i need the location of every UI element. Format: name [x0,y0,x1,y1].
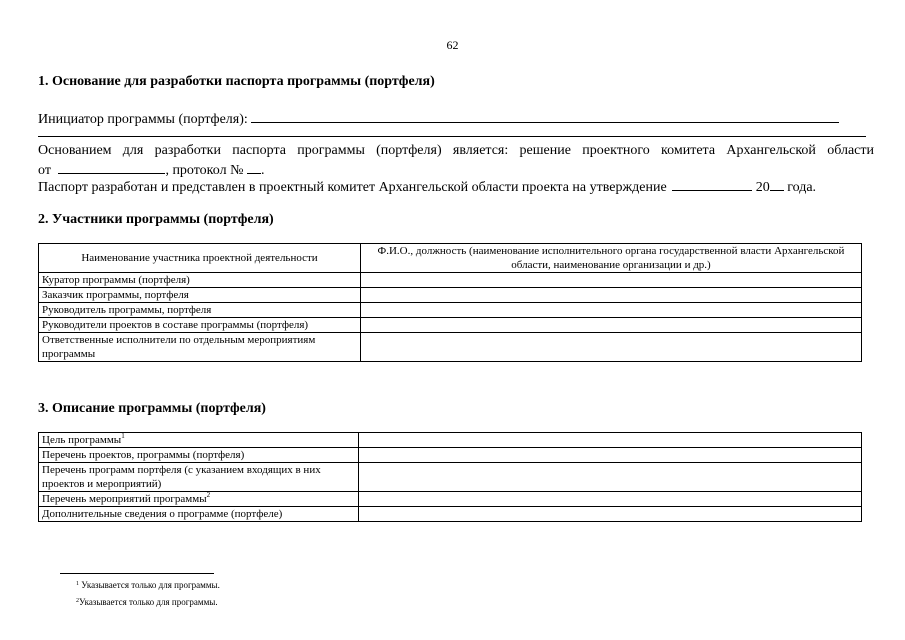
table-row [39,288,862,303]
participant-role: Руководитель программы, портфеля [39,303,361,318]
description-label [39,507,359,522]
protocol-number-blank [247,161,261,174]
table-row [39,303,862,318]
participants-header-row [39,244,862,273]
section1-heading: 1. Основание для разработки паспорта программы (портфеля) [38,74,435,89]
participant-value-cell[interactable] [361,303,862,318]
footnote-text: Указывается только для программы. [79,597,218,607]
initiator-continuation-rule [38,136,866,137]
participant-role: Заказчик программы, портфеля [39,288,361,303]
table-row [39,318,862,333]
footnote-separator [60,573,214,574]
description-label-text: Цель программы [42,434,122,446]
basis-from: от [38,163,51,178]
description-value-cell[interactable] [359,463,862,492]
participant-role: Куратор программы (портфеля) [39,273,361,288]
description-value-cell[interactable] [359,507,862,522]
submitted-line [38,178,816,196]
participant-role: Руководители проектов в составе программы (портфеля) [39,318,361,333]
description-value-cell[interactable] [359,433,862,448]
footnote-ref: 2 [206,491,211,499]
table-row [39,463,862,492]
year-suffix: года. [783,180,817,195]
participant-role: Ответственные исполнители по отдельным мероприятиям программы [39,333,361,362]
participant-value-cell[interactable] [361,288,862,303]
basis-protocol: , протокол № [165,163,244,178]
footnote-1 [76,580,220,590]
participants-table [38,243,862,362]
description-label [39,463,359,492]
description-label [39,433,359,448]
description-label-text: Дополнительные сведения о программе (портфеле) [42,508,283,520]
initiator-label: Инициатор программы (портфеля): [38,112,248,127]
footnote-ref: 1 [121,432,125,440]
section3-heading: 3. Описание программы (портфеля) [38,401,266,416]
table-row [39,507,862,522]
footnote-mark: 1 [76,581,79,587]
participant-value-cell[interactable] [361,333,862,362]
table-row [39,333,862,362]
initiator-blank [251,110,839,123]
table-row [39,492,862,507]
description-value-cell[interactable] [359,492,862,507]
participants-col-header-1: Наименование участника проектной деятельности [39,244,361,273]
description-label [39,448,359,463]
basis-end: . [260,163,265,178]
submitted-text: Паспорт разработан и представлен в проектный комитет Архангельской области проекта на утверждение [38,180,667,195]
description-label-text: Перечень программ портфеля (с указанием входящих в них проектов и мероприятий) [42,464,321,490]
basis-line1: Основанием для разработки паспорта программы (портфеля) является: решение проектного комитета Архангельской области [38,143,874,158]
footnote-2 [76,597,218,607]
year-prefix: 20 [755,180,770,195]
participants-col-header-2: Ф.И.О., должность (наименование исполнительного органа государственной власти Архангельской области, наименование организации и др.) [361,244,862,273]
participant-value-cell[interactable] [361,318,862,333]
footnote-mark: 2 [76,598,79,604]
description-label [39,492,359,507]
participant-value-cell[interactable] [361,273,862,288]
description-label-text: Перечень мероприятий программы [42,493,207,505]
page-number: 62 [446,38,459,52]
description-value-cell[interactable] [359,448,862,463]
table-row [39,448,862,463]
year-blank [770,178,784,191]
table-row [39,433,862,448]
initiator-line [38,110,839,128]
basis-line2 [38,161,264,179]
table-row [39,273,862,288]
description-label-text: Перечень проектов, программы (портфеля) [42,449,245,461]
footnote-text: Указывается только для программы. [79,580,220,590]
approval-date-blank [672,178,752,191]
description-table [38,432,862,522]
section2-heading: 2. Участники программы (портфеля) [38,212,274,227]
date-blank [58,161,165,174]
